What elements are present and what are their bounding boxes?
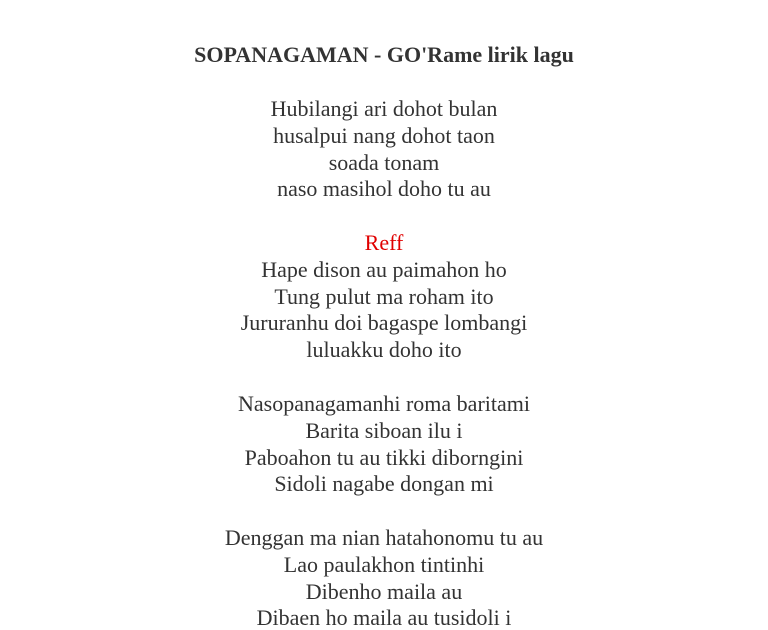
lyric-line: soada tonam <box>328 149 440 175</box>
lyric-line: husalpui nang dohot taon <box>273 122 495 148</box>
lyric-line: Dibenho maila au <box>305 578 463 604</box>
verse-2 <box>0 391 768 498</box>
lyric-line: Denggan ma nian hatahonomu tu au <box>224 525 544 550</box>
lyric-line: Nasopanagamanhi roma baritami <box>237 391 530 416</box>
lyric-line: Dibaen ho maila au tusidoli i <box>256 605 512 630</box>
lyric-line: luluakku doho ito <box>306 337 462 363</box>
lyric-line: Lao paulakhon tintinhi <box>283 551 485 577</box>
verse-1 <box>0 96 768 203</box>
reff-label: Reff <box>364 230 404 255</box>
lyric-line: Hape dison au paimahon ho <box>261 256 507 282</box>
song-title: SOPANAGAMAN - GO'Rame lirik lagu <box>194 42 574 67</box>
lyric-line: Tung pulut ma roham ito <box>274 283 494 309</box>
verse-3 <box>0 525 768 630</box>
lyric-line: Hubilangi ari dohot bulan <box>270 96 498 121</box>
reff-stanza <box>0 230 768 364</box>
lyric-line: Barita siboan ilu i <box>305 417 463 443</box>
lyric-line: naso masihol doho tu au <box>277 176 491 202</box>
lyric-line: Jururanhu doi bagaspe lombangi <box>240 310 528 336</box>
lyric-line: Sidoli nagabe dongan mi <box>274 471 494 497</box>
lyric-line: Paboahon tu au tikki diborngini <box>244 444 524 470</box>
